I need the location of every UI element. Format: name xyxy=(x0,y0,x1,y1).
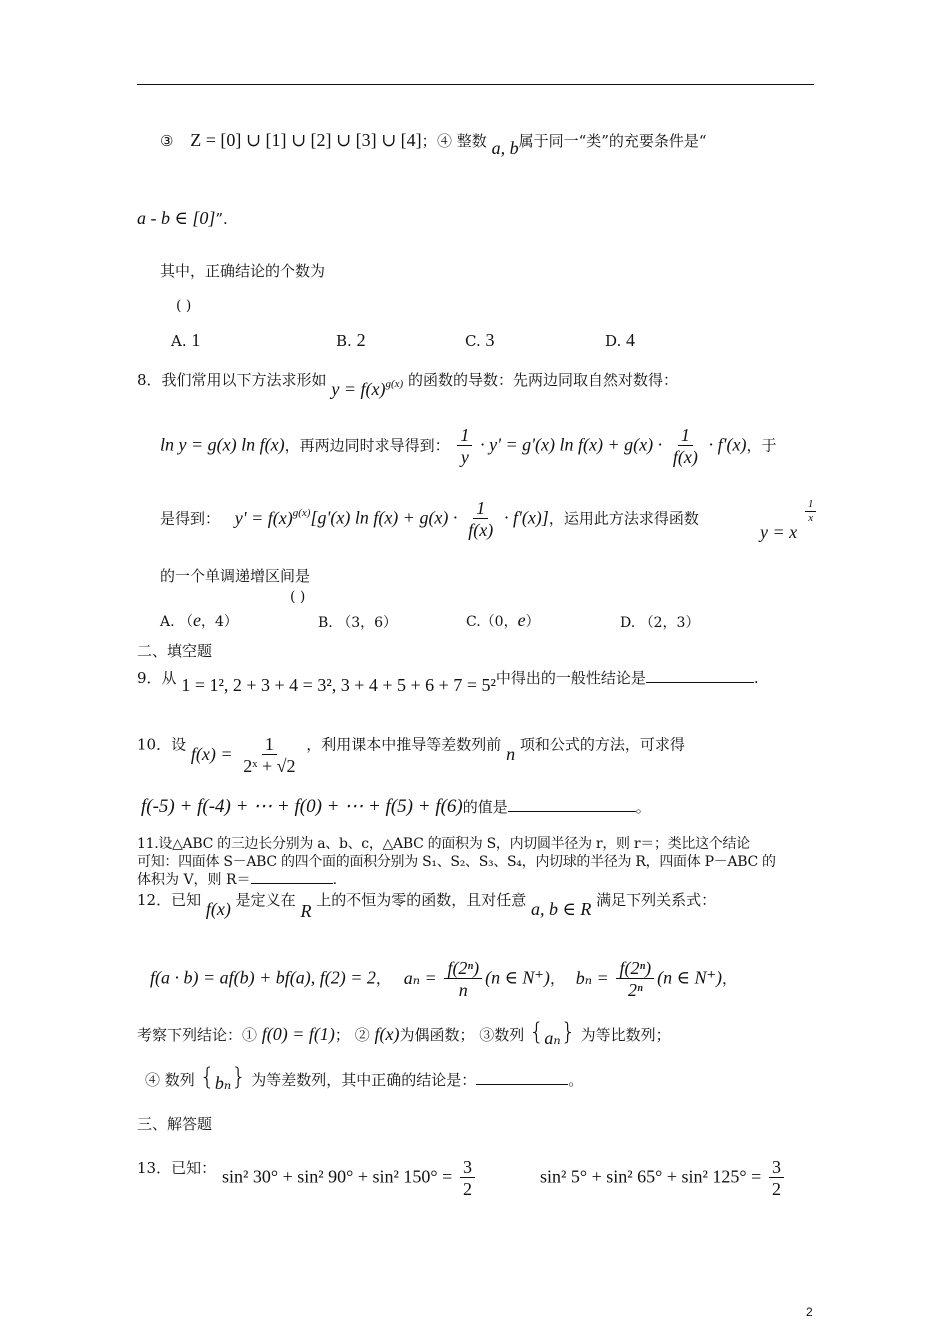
q7-option-b: B. 2 xyxy=(336,330,366,350)
q13-eq1: sin² 30° + sin² 90° + sin² 150° = $\frac{3}{2}$ xyxy=(222,1157,478,1200)
q8-eq2-frac2: $\frac{1}{f(x)}$ xyxy=(672,425,698,467)
q8-option-c: C.（0，e） xyxy=(466,610,540,630)
q12-eq-line: f(a · b) = af(b) + bf(a), f(2) = 2， aₙ = $\frac{\text{f(2ⁿ)}}{n}$ (n ∈ N⁺)， bₙ = $\frac{\text{f(2ⁿ)}}{\text{2ⁿ}}$ (n ∈ N⁺)， xyxy=(150,958,737,1000)
q12-line1: 12．已知 f(x) 是定义在 R 上的不恒为零的函数，且对任意 a, b ∈ R 满足下列关系式： xyxy=(137,891,717,921)
q7-item3: ③ Z = [0] ∪ [1] ∪ [2] ∪ [3] ∪ [4]； xyxy=(160,130,437,150)
q8-eq2-frac1: $\frac{1}{y}$ xyxy=(457,425,472,468)
q8-option-b: B. （3，6） xyxy=(318,615,398,631)
q12-observations: 考察下列结论：① f(0) = f(1)； ② f(x)为偶函数； ③数列 {aₙ} 为等比数列； xyxy=(137,1018,671,1048)
q8-lead: 8．我们常用以下方法求形如 $y = f(x)^{g(x)}$ 的函数的导数：先两边同取自然对数得： xyxy=(137,371,678,399)
q9-blank xyxy=(646,668,754,683)
q12-conclusion: ④ 数列 {bₙ} 为等差数列，其中正确的结论是： 。 xyxy=(145,1063,584,1093)
q8-line3: 是得到： $y' = f(x)^{g(x)}[g'(x)$ ln f(x) + g(x) · $\frac{1}{f(x)}$ · f'(x)]，运用此方法求得函数 xyxy=(160,498,699,540)
q8-question: 的一个单调递增区间是 xyxy=(160,567,311,585)
q13-eq2: sin² 5° + sin² 65° + sin² 125° = $\frac{3}{2}$ xyxy=(540,1157,787,1200)
section-fill-blank: 二、填空题 xyxy=(137,642,213,660)
q8-option-d: D. （2，3） xyxy=(620,615,700,631)
q9: 9．从 1 = 1², 2 + 3 + 4 = 3², 3 + 4 + 5 + 6 + 7 = 5²中得出的一般性结论是 . xyxy=(137,669,759,695)
q8-eq3-frac: $\frac{1}{f(x)}$ xyxy=(468,498,494,540)
q7-option-a: A. 1 xyxy=(171,330,201,350)
q8-option-a: A. （e，4） xyxy=(160,610,238,630)
q8-function: y = x $\frac{1}{x}$ xyxy=(760,500,819,527)
q10-blank xyxy=(508,797,636,812)
q8-line2: ln y = g(x) ln f(x)，再两边同时求导得到： $\frac{1}{y}$ · y' = g'(x) ln f(x) + g(x) · $\frac{1}{f(x)}$ · f'(x)，于 xyxy=(160,425,777,467)
q10-line1: 10．设 f(x) = $\frac{1}{\text{2ˣ + √2}}$ ，利用课本中推导等差数列前 n 项和公式的方法，可求得 xyxy=(137,734,685,776)
q7-item3-math: Z = [0] ∪ [1] ∪ [2] ∪ [3] ∪ [4] xyxy=(190,130,422,150)
q7-option-c: C. 3 xyxy=(465,330,495,350)
q11-line2: 可知：四面体 S－ABC 的四个面的面积分别为 S₁、S₂、S₃、S₄，内切球的半径为 R，四面体 P－ABC 的 xyxy=(137,854,776,870)
q7-paren: ( ) xyxy=(176,298,192,314)
q7-item4: ④ 整数 a, b属于同一“类”的充要条件是“ xyxy=(437,132,707,158)
q7-option-d: D. 4 xyxy=(605,330,636,350)
q7-item4-vars: a, b xyxy=(491,138,519,158)
q12-blank xyxy=(476,1070,568,1085)
q9-math: 1 = 1², 2 + 3 + 4 = 3², 3 + 4 + 5 + 6 + 7 = 5² xyxy=(181,675,496,695)
q8-form: $y = f(x)^{g(x)}$ xyxy=(331,378,404,399)
header-rule xyxy=(137,84,814,85)
q11-blank xyxy=(251,869,333,884)
page-number: 2 xyxy=(806,1305,813,1319)
section-solve: 三、解答题 xyxy=(137,1115,213,1133)
q13-lead: 13．已知： xyxy=(137,1159,217,1177)
q8-paren: ( ) xyxy=(290,589,306,605)
q11-line1: 11.设△ABC 的三边长分别为 a、b、c，△ABC 的面积为 S，内切圆半径为 r，则 r＝；类比这个结论 xyxy=(137,836,750,852)
q7-question: 其中，正确结论的个数为 xyxy=(160,262,326,280)
q11-line3: 体积为 V，则 R＝ . xyxy=(137,869,337,889)
q10-line2: f(-5) + f(-4) + ⋯ + f(0) + ⋯ + f(5) + f(6)的值是 。 xyxy=(141,796,651,817)
q7-item4-cond: a - b ∈ [0]”. xyxy=(137,208,228,228)
